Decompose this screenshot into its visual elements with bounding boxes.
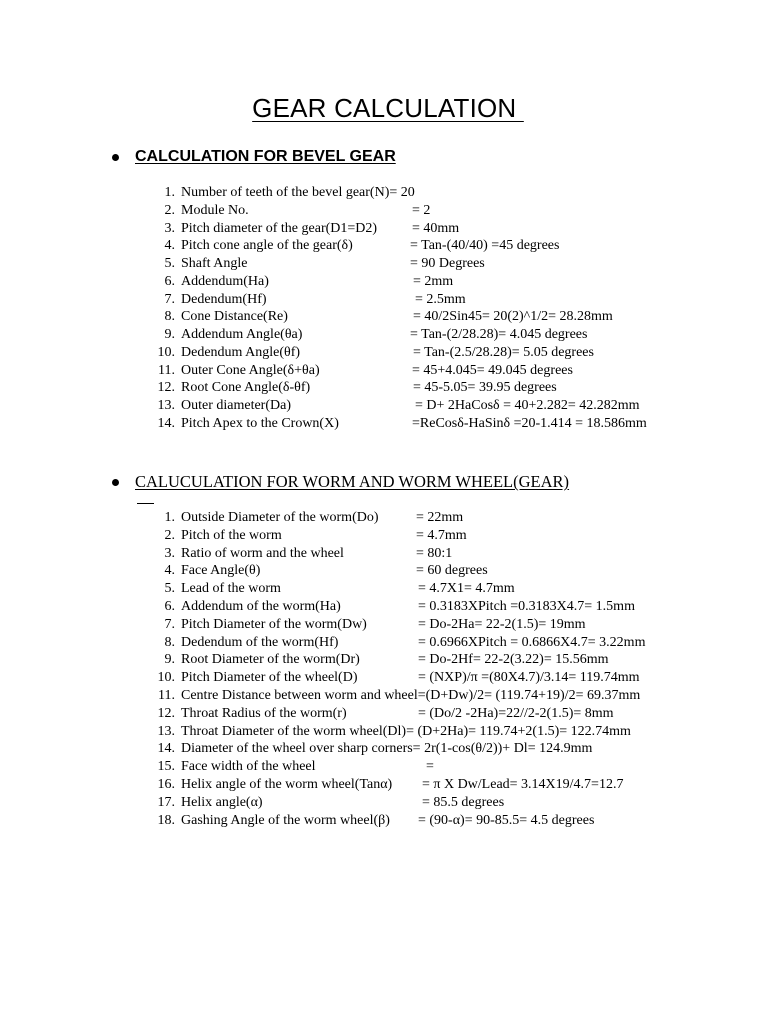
worm-item-label: Face Angle(θ) xyxy=(181,563,261,579)
worm-item-number: 3. xyxy=(164,545,175,561)
bevel-item-number: 13. xyxy=(157,398,175,413)
bevel-item-value: = 45+4.045= 49.045 degrees xyxy=(412,362,573,378)
bevel-item-value: = D+ 2HaCosδ = 40+2.282= 42.282mm xyxy=(415,398,640,413)
worm-item-value: = 22mm xyxy=(416,510,464,525)
bevel-section-heading xyxy=(112,148,396,166)
bevel-item-number: 1. xyxy=(164,185,175,200)
worm-item-value: = Do-2Hf= 22-2(3.22)= 15.56mm xyxy=(418,652,609,668)
worm-item-number: 17. xyxy=(157,794,175,810)
bevel-item-label: Module No. xyxy=(181,202,249,218)
worm-item-label: Ratio of worm and the wheel xyxy=(181,545,344,561)
bevel-item-value: = Tan-(2.5/28.28)= 5.05 degrees xyxy=(413,344,594,360)
worm-item-value: = (Do/2 -2Ha)=22//2-2(1.5)= 8mm xyxy=(418,705,614,721)
worm-section-heading xyxy=(112,472,569,492)
bevel-item-value: = 2 xyxy=(412,202,431,218)
worm-item-number: 16. xyxy=(157,777,175,792)
worm-item-label: Centre Distance between worm and wheel=(D+Dw)/2= (119.74+19)/2= 69.37mm xyxy=(181,688,641,703)
worm-item-label: Diameter of the wheel over sharp corners= 2r(1-cos(θ/2))+ Dl= 124.9mm xyxy=(181,741,593,757)
worm-item-label: Throat Radius of the worm(r) xyxy=(181,705,347,721)
bevel-item-value: = Tan-(40/40) =45 degrees xyxy=(410,238,560,254)
bevel-item-label: Number of teeth of the bevel gear(N)= 20 xyxy=(181,185,415,200)
bevel-item-number: 10. xyxy=(157,344,175,360)
bevel-item-number: 14. xyxy=(157,415,175,431)
worm-item-number: 18. xyxy=(157,812,175,828)
bullet-icon xyxy=(112,479,119,486)
worm-item-number: 4. xyxy=(164,563,175,579)
worm-item-number: 15. xyxy=(157,759,175,775)
worm-item-number: 5. xyxy=(164,581,175,597)
worm-item-value: = 4.7mm xyxy=(416,527,467,543)
worm-item-label: Root Diameter of the worm(Dr) xyxy=(181,652,360,668)
worm-item-value: = 85.5 degrees xyxy=(422,794,505,810)
worm-item-number: 2. xyxy=(164,527,175,543)
bevel-item-value: = Tan-(2/28.28)= 4.045 degrees xyxy=(410,327,588,342)
bevel-item-label: Root Cone Angle(δ-θf) xyxy=(181,380,311,396)
bullet-icon xyxy=(112,154,119,161)
bevel-item-value: = 90 Degrees xyxy=(410,256,485,271)
bevel-item-label: Pitch diameter of the gear(D1=D2) xyxy=(181,220,378,236)
worm-item-number: 6. xyxy=(164,599,175,614)
bevel-heading-text: CALCULATION FOR BEVEL GEAR xyxy=(135,148,396,165)
worm-item-label: Helix angle of the worm wheel(Tanα) xyxy=(181,777,393,792)
bevel-item-number: 3. xyxy=(164,220,175,236)
bevel-item-label: Dedendum(Hf) xyxy=(181,291,267,307)
worm-item-label: Helix angle(α) xyxy=(181,794,263,810)
bevel-item-number: 5. xyxy=(164,256,175,271)
worm-item-number: 11. xyxy=(158,688,175,703)
worm-item-value: = xyxy=(426,759,434,775)
bevel-item-value: = 2mm xyxy=(413,273,454,289)
worm-item-value: = 0.6966XPitch = 0.6866X4.7= 3.22mm xyxy=(418,634,646,650)
bevel-item-number: 8. xyxy=(164,309,175,325)
worm-item-label: Addendum of the worm(Ha) xyxy=(181,599,341,614)
worm-item-number: 10. xyxy=(157,670,175,686)
bevel-item-number: 12. xyxy=(157,380,175,396)
bevel-item-value: = 2.5mm xyxy=(415,291,466,307)
worm-item-value: = 80:1 xyxy=(416,545,453,561)
worm-item-value: = 4.7X1= 4.7mm xyxy=(418,581,515,597)
worm-item-label: Throat Diameter of the worm wheel(Dl)= (D+2Ha)= 119.74+2(1.5)= 122.74mm xyxy=(181,723,631,739)
worm-heading-text: CALUCULATION FOR WORM AND WORM WHEEL(GEAR) xyxy=(135,472,570,491)
worm-item-number: 7. xyxy=(164,616,175,632)
bevel-item-value: = 45-5.05= 39.95 degrees xyxy=(413,380,557,396)
page-title: GEAR CALCULATION xyxy=(252,93,524,123)
worm-item-label: Lead of the worm xyxy=(181,581,281,597)
worm-item-number: 8. xyxy=(164,634,175,650)
bevel-item-label: Shaft Angle xyxy=(181,256,248,271)
worm-item-label: Pitch Diameter of the wheel(D) xyxy=(181,670,358,686)
worm-item-number: 14. xyxy=(157,741,175,757)
bevel-item-number: 9. xyxy=(164,327,175,342)
bevel-item-label: Addendum(Ha) xyxy=(181,273,269,289)
bevel-item-label: Pitch cone angle of the gear(δ) xyxy=(181,238,353,254)
bevel-item-number: 7. xyxy=(164,291,175,307)
bevel-item-label: Pitch Apex to the Crown(X) xyxy=(181,415,339,431)
worm-item-number: 9. xyxy=(164,652,175,668)
bevel-item-value: = 40mm xyxy=(412,220,460,236)
worm-item-value: = 0.3183XPitch =0.3183X4.7= 1.5mm xyxy=(418,599,635,614)
bevel-item-label: Addendum Angle(θa) xyxy=(181,327,303,342)
bevel-item-number: 2. xyxy=(164,202,175,218)
worm-item-value: = Do-2Ha= 22-2(1.5)= 19mm xyxy=(418,616,586,632)
bevel-item-label: Dedendum Angle(θf) xyxy=(181,344,301,360)
worm-item-label: Outside Diameter of the worm(Do) xyxy=(181,510,379,525)
worm-item-number: 13. xyxy=(157,723,175,739)
worm-item-label: Pitch of the worm xyxy=(181,527,282,543)
worm-item-value: = (90-α)= 90-85.5= 4.5 degrees xyxy=(418,812,595,828)
worm-item-label: Gashing Angle of the worm wheel(β) xyxy=(181,812,390,828)
worm-item-label: Face width of the wheel xyxy=(181,759,316,775)
worm-item-label: Pitch Diameter of the worm(Dw) xyxy=(181,616,367,632)
worm-item-value: = 60 degrees xyxy=(416,563,488,579)
worm-item-value: = π X Dw/Lead= 3.14X19/4.7=12.7 xyxy=(422,777,624,792)
bevel-item-value: = 40/2Sin45= 20(2)^1/2= 28.28mm xyxy=(413,309,613,325)
bevel-item-number: 4. xyxy=(164,238,175,254)
worm-item-number: 1. xyxy=(164,510,175,525)
bevel-item-label: Outer diameter(Da) xyxy=(181,398,291,413)
bevel-item-label: Outer Cone Angle(δ+θa) xyxy=(181,362,320,378)
bevel-item-number: 11. xyxy=(158,362,175,378)
bevel-item-number: 6. xyxy=(164,273,175,289)
bevel-item-value: =ReCosδ-HaSinδ =20-1.414 = 18.586mm xyxy=(412,415,647,431)
worm-item-label: Dedendum of the worm(Hf) xyxy=(181,634,339,650)
heading-underline-dash xyxy=(137,503,154,504)
bevel-item-label: Cone Distance(Re) xyxy=(181,309,288,325)
worm-item-value: = (NXP)/π =(80X4.7)/3.14= 119.74mm xyxy=(418,670,640,686)
worm-item-number: 12. xyxy=(157,705,175,721)
